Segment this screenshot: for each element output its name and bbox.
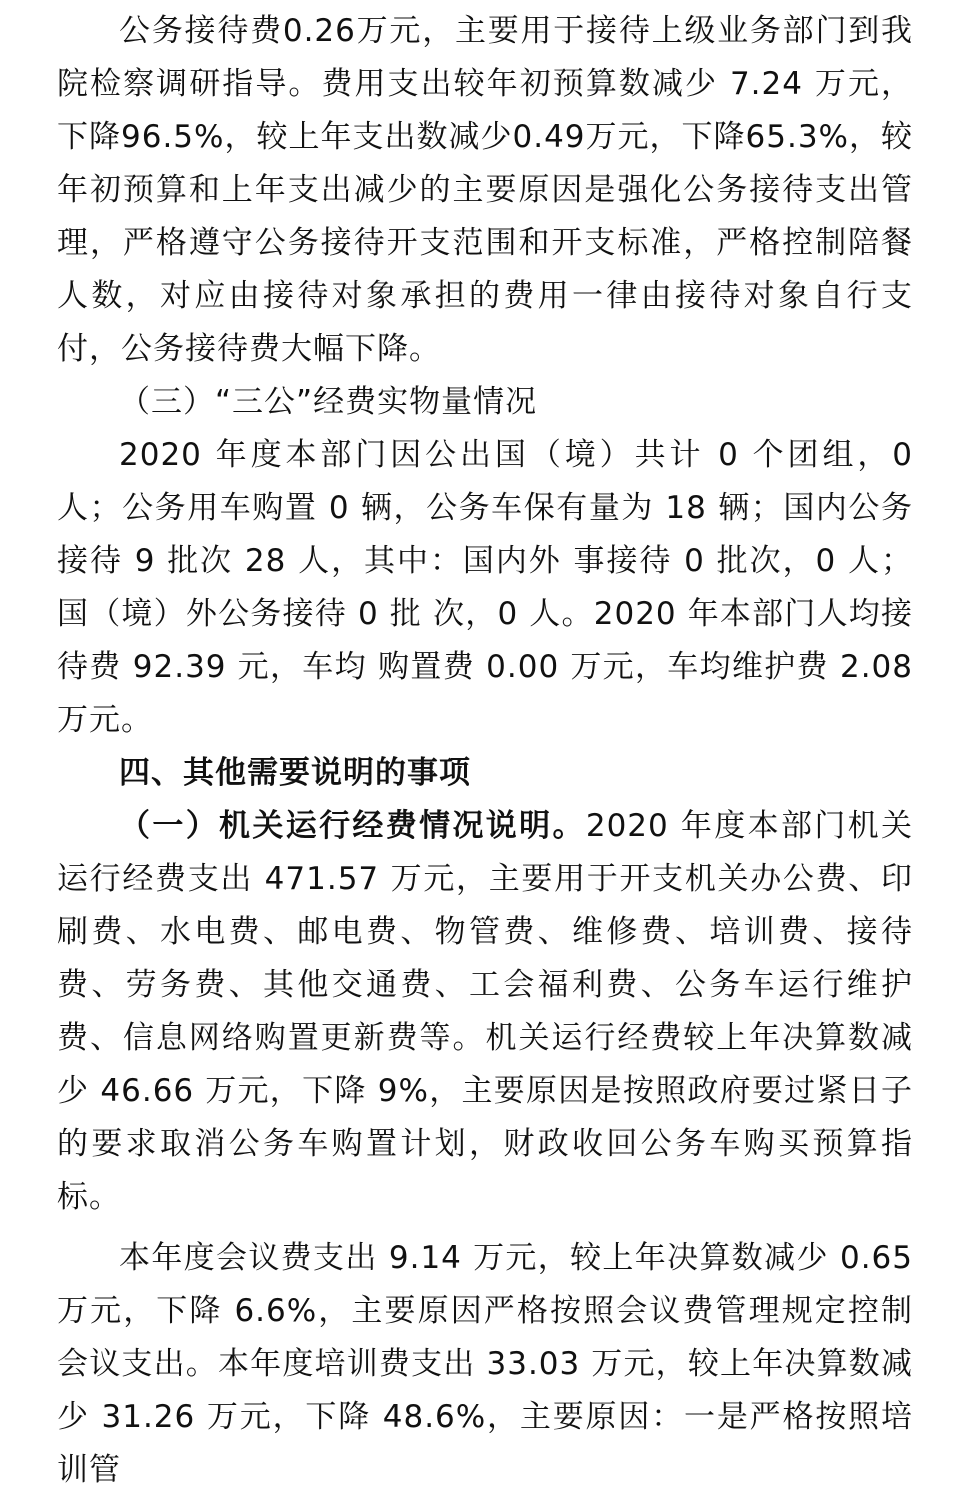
meeting-training-paragraph: 本年度会议费支出 9.14 万元，较上年决算数减少 0.65 万元，下降 6.6%，主要原因严格按照会议费管理规定控制会议支出。本年度培训费支出 33.03 万元，较上年决算数减少 31.26 万元，下降 48.6%，主要原因：一是严格按照培训管 [57, 1240, 913, 1488]
physical-quantity-paragraph: 2020 年度本部门因公出国（境）共计 0 个团组，0 人；公务用车购置 0 辆，公务车保有量为 18 辆；国内公务接待 9 批次 28 人，其中：国内外 事接待 0 批次，0 人；国（境）外公务接待 0 批 次，0 人。2020 年本部门人均接待费 92.39 元，车均 购置费 0.00 万元，车均维护费 2.08 万元。 [57, 437, 913, 738]
paragraph-gap [57, 1224, 913, 1232]
section-heading-other-matters: 四、其他需要说明的事项 [119, 755, 471, 791]
operating-expense-lead: （一）机关运行经费情况说明。 [119, 808, 586, 844]
reception-expense-paragraph: 公务接待费0.26万元，主要用于接待上级业务部门到我院检察调研指导。费用支出较年初预算数减少 7.24 万元，下降96.5%，较上年支出数减少0.49万元，下降65.3%，较年初预算和上年支出减少的主要原因是强化公务接待支出管理，严格遵守公务接待开支范围和开支标准，严格控制陪餐人数，对应由接待对象承担的费用一律由接待对象自行支付，公务接待费大幅下降。 [57, 13, 913, 367]
operating-expense-paragraph [57, 800, 913, 1224]
operating-expense-body: 2020 年度本部门机关运行经费支出 471.57 万元，主要用于开支机关办公费、印刷费、水电费、邮电费、物管费、维修费、培训费、接待费、劳务费、其他交通费、工会福利费、公务车运行维护费、信息网络购置更新费等。机关运行经费较上年决算数减少 46.66 万元，下降 9%，主要原因是按照政府要过紧日子的要求取消公务车购置计划，财政收回公务车购买预算指标。 [57, 808, 914, 1215]
subsection-heading-three-public: （三）“三公”经费实物量情况 [119, 384, 538, 420]
